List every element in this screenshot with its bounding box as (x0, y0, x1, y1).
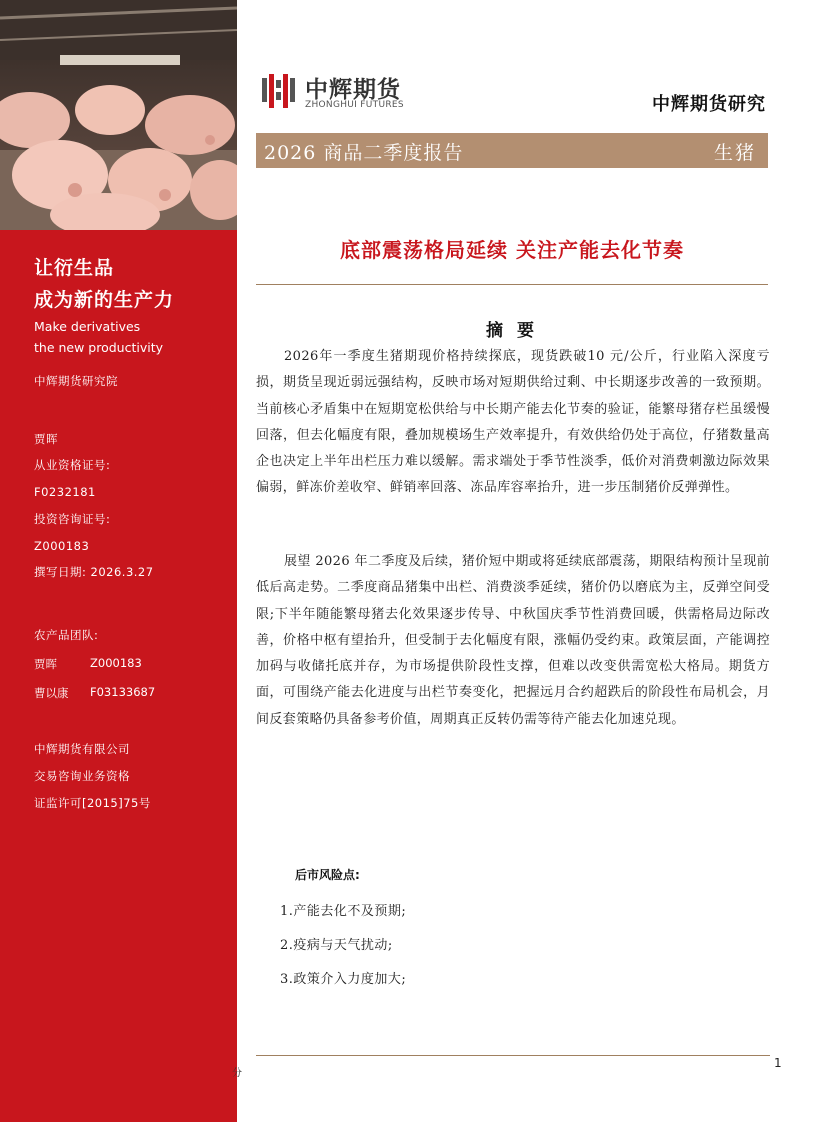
commodity-name: 生猪 (713, 142, 756, 164)
research-institute-title: 中辉期货研究 (652, 94, 766, 115)
logo-english-text: ZHONGHUI FUTURES (305, 100, 404, 110)
cert-label: 从业资格证号: (34, 458, 111, 472)
footer-note: 分 (232, 1068, 242, 1079)
report-title: 底部震荡格局延续 关注产能去化节奏 (340, 238, 684, 262)
risk-item: 1.产能去化不及预期; (280, 904, 407, 919)
slogan-cn-line-2: 成为新的生产力 (34, 289, 175, 311)
abstract-heading: 摘 要 (486, 321, 538, 341)
sidebar-institute: 中辉期货研究院 (34, 374, 118, 388)
slogan-en-line-2: the new productivity (34, 340, 164, 355)
team-label: 农产品团队: (34, 628, 99, 642)
slogan-chinese (34, 252, 224, 316)
risk-item: 3.政策介入力度加大; (280, 972, 407, 987)
abstract-paragraph: 2026年一季度生猪期现价格持续探底，现货跌破10 元/公斤，行业陷入深度亏损，期货呈现近弱远强结构，反映市场对短期供给过剩、中长期逐步改善的一致预期。当前核心矛盾集中在短期宽松供给与中长期产能去化节奏的验证，能繁母猪存栏虽缓慢回落，但去化幅度有限，叠加规模场生产效率提升，有效供给仍处于高位，仔猪数量高企也决定上半年出栏压力难以缓解。需求端处于季节性淡季，低价对消费刺激边际效果偏弱，鲜冻价差收窄、鲜销率回落、冻品库容率抬升，进一步压制猪价反弹弹性。 (256, 349, 770, 496)
logo-chinese-text: 中辉期货 (305, 77, 401, 103)
slogan-en-line-1: Make derivatives (34, 319, 141, 334)
slogan-cn-line-1: 让衍生品 (34, 257, 115, 279)
cert-number: F0232181 (34, 485, 96, 499)
team-member-name: 贾晖 (34, 657, 57, 671)
team-member-code: F03133687 (90, 685, 156, 699)
slogan-english (34, 316, 224, 358)
logo-grid-icon (262, 74, 296, 108)
abstract-paragraph: 展望 2026 年二季度及后续，猪价短中期或将延续底部震荡，期限结构预计呈现前低后高走势。二季度商品猪集中出栏、消费淡季延续，猪价仍以磨底为主，反弹空间受限;下半年随能繁母猪去化效果逐步传导、中秋国庆季节性消费回暖，供需格局边际改善，价格中枢有望抬升，但受制于去化幅度有限，涨幅仍受约束。政策层面，产能调控加码与收储托底并存，为市场提供阶段性支撑，但难以改变供需宽松大格局。期货方面，可围绕产能去化进度与出栏节奏变化，把握远月合约超跌后的阶段性布局机会，月间反套策略仍具备参考价值，周期真正反转仍需等待产能去化加速兑现。 (256, 554, 770, 727)
left-sidebar (0, 0, 237, 1122)
page-number: 1 (774, 1056, 782, 1070)
team-member-row (34, 685, 234, 701)
risk-heading: 后市风险点: (295, 868, 360, 882)
company-license: 证监许可[2015]75号 (34, 796, 151, 810)
pig-farm-illustration (0, 0, 237, 230)
team-member-row (34, 656, 234, 672)
report-banner (256, 133, 768, 168)
team-member-code: Z000183 (90, 656, 142, 670)
title-divider (256, 284, 768, 285)
company-name: 中辉期货有限公司 (34, 742, 130, 756)
company-logo (262, 74, 462, 114)
report-date: 撰写日期: 2026.3.27 (34, 565, 154, 579)
report-type: 2026 商品二季度报告 (264, 142, 464, 164)
risk-item: 2.疫病与天气扰动; (280, 938, 393, 953)
advisory-number: Z000183 (34, 539, 90, 553)
pig-farm-photo (0, 0, 237, 230)
team-member-name: 曹以康 (34, 686, 69, 700)
analyst-name: 贾晖 (34, 432, 58, 446)
advisory-label: 投资咨询证号: (34, 512, 111, 526)
footer-divider (256, 1055, 770, 1056)
company-qualification: 交易咨询业务资格 (34, 769, 130, 783)
